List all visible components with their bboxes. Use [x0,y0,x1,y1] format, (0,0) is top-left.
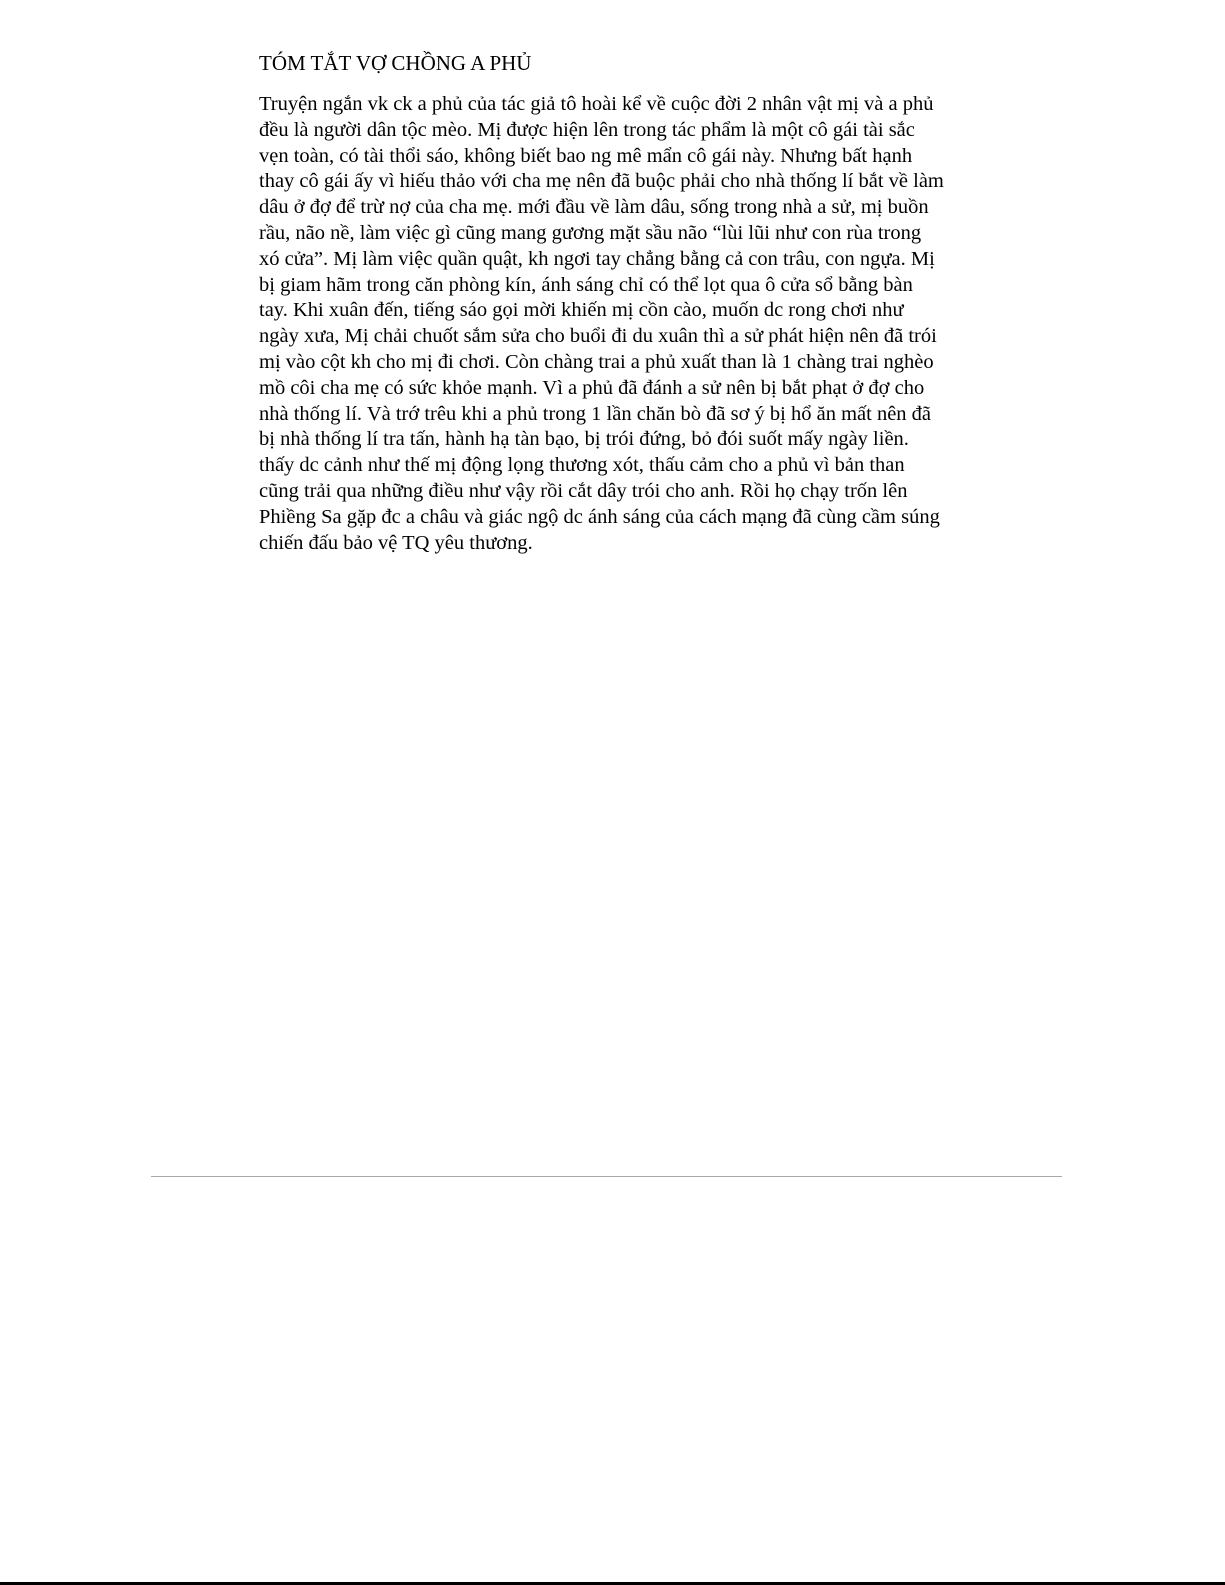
body-line: mồ côi cha mẹ có sức khỏe mạnh. Vì a phủ đã đánh a sử nên bị bắt phạt ở đợ cho [259,376,925,399]
body-line: xó cửa”. Mị làm việc quần quật, kh ngơi tay chẳng bằng cả con trâu, con ngựa. Mị [259,247,935,270]
document-title: TÓM TẮT VỢ CHỒNG A PHỦ [259,51,532,75]
body-line: thấy dc cảnh như thế mị động lọng thương xót, thấu cảm cho a phủ vì bản than [259,454,905,477]
body-line: chiến đấu bảo vệ TQ yêu thương. [259,531,533,554]
document-content [259,50,959,556]
body-line: Truyện ngắn vk ck a phủ của tác giả tô hoài kể về cuộc đời 2 nhân vật mị và a phủ [259,93,934,115]
body-line: thay cô gái ấy vì hiếu thảo với cha mẹ nên đã buộc phải cho nhà thống lí bắt về làm [259,170,944,193]
body-line: mị vào cột kh cho mị đi chơi. Còn chàng trai a phủ xuất than là 1 chàng trai nghèo [259,350,934,373]
body-line: đều là người dân tộc mèo. Mị được hiện lên trong tác phẩm là một cô gái tài sắc [259,118,915,141]
body-line: bị nhà thống lí tra tấn, hành hạ tàn bạo, bị trói đứng, bỏ đói suốt mấy ngày liền. [259,428,909,451]
body-line: bị giam hãm trong căn phòng kín, ánh sáng chỉ có thể lọt qua ô cửa sổ bằng bàn [259,273,913,296]
body-line: ngày xưa, Mị chải chuốt sắm sửa cho buổi đi du xuân thì a sử phát hiện nên đã trói [259,325,937,348]
body-line: Phiềng Sa gặp đc a châu và giác ngộ dc ánh sáng của cách mạng đã cùng cầm súng [259,505,940,528]
page-break-divider [151,1176,1062,1177]
body-line: vẹn toàn, có tài thổi sáo, không biết bao ng mê mẩn cô gái này. Nhưng bất hạnh [259,144,913,167]
body-line: cũng trải qua những điều như vậy rồi cắt dây trói cho anh. Rồi họ chạy trốn lên [259,479,908,502]
body-line: tay. Khi xuân đến, tiếng sáo gọi mời khiến mị cồn cào, muốn dc rong chơi như [259,299,904,322]
body-line: nhà thống lí. Và trớ trêu khi a phủ trong 1 lần chăn bò đã sơ ý bị hổ ăn mất nên đã [259,402,932,425]
body-line: dâu ở đợ để trừ nợ của cha mẹ. mới đầu về làm dâu, sống trong nhà a sử, mị buồn [259,196,929,219]
document-body [259,92,959,556]
body-line: rầu, não nề, làm việc gì cũng mang gương mặt sầu não “lùi lũi như con rùa trong [259,221,922,244]
